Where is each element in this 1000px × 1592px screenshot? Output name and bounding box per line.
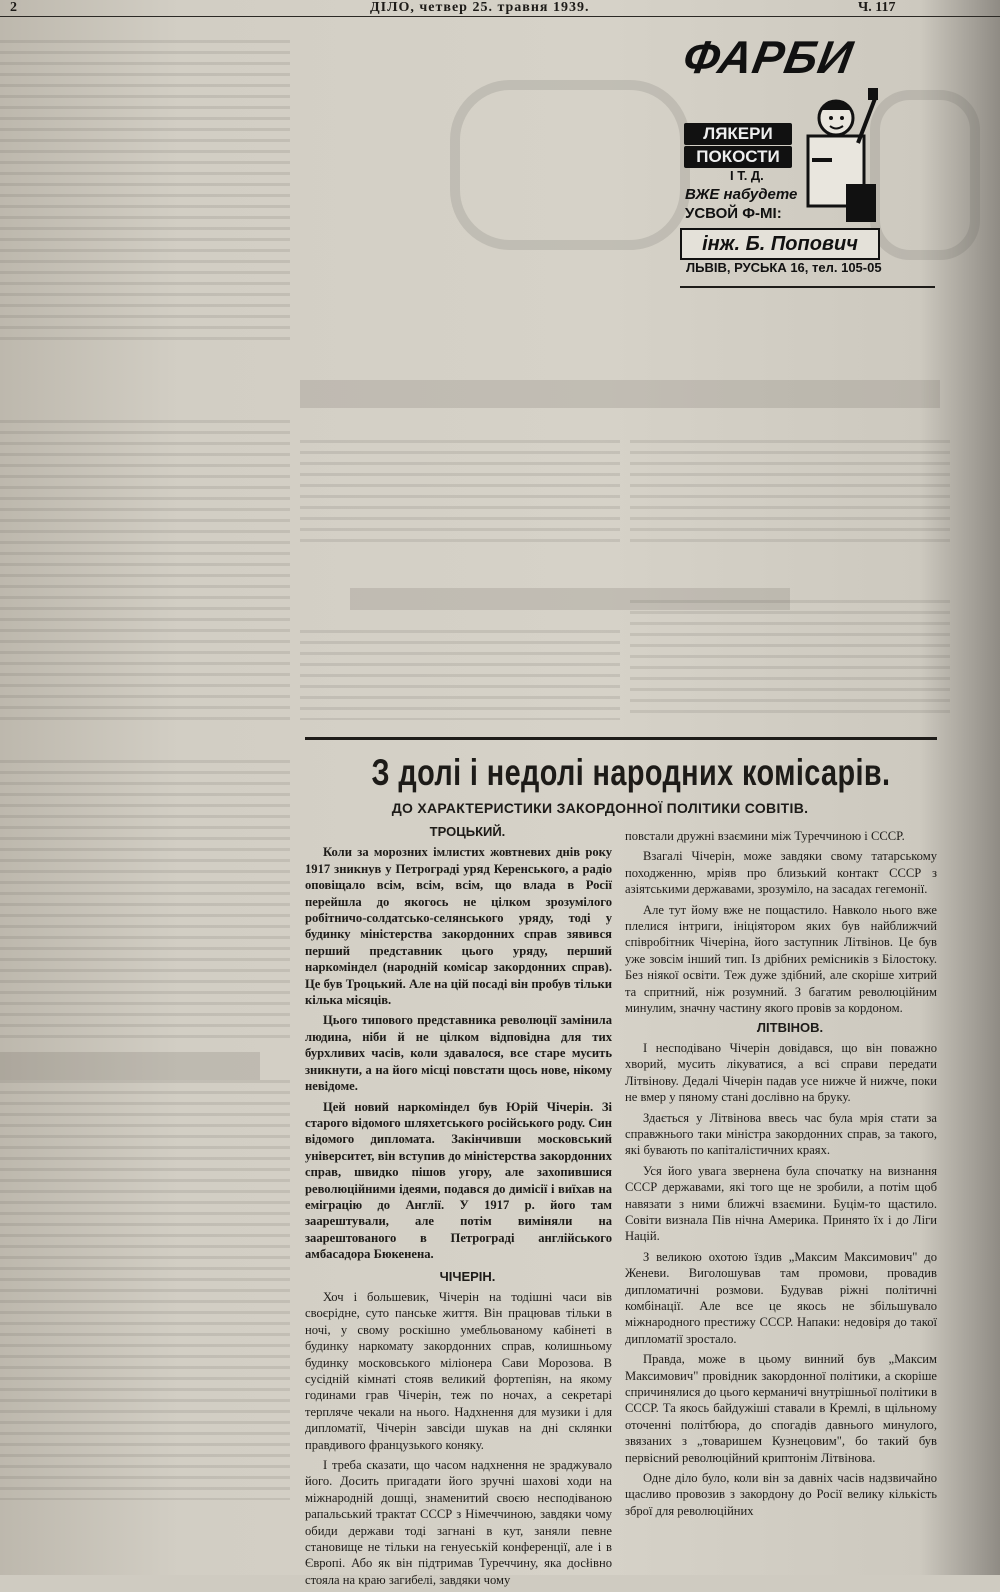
bleed-through-texture [0,420,290,720]
bleed-through-texture [300,440,620,550]
paragraph: Хоч і большевик, Чічерін на тодішні часи вів своєрідне, суто панське життя. Він працював тільки в ночі, у свому роскішно умебльованому кабінеті в будинку наркомату закордонних справ, колишньому будинку московського міліонера Сави Морозова. В сусідній кімнаті стояв великий фортепіян, на якому годинами грав Чічерін, теж по ночах, а секретарі терпляче чекали на нього. Надхнення для музики і для дипломатії, Чічерін завсіди шукав на дні склянки правдивого французького коняку. [305,1289,612,1452]
paragraph: Здається у Літвінова ввесь час була мрія стати за справжнього таки міністра закордонних справ, за такого, які бувають по капіталістичних краях. [625,1110,937,1158]
bleed-through-masthead [870,90,980,260]
page-number: 2 [10,0,17,15]
bleed-through-texture [0,1080,290,1500]
ad-title: ФАРБИ [679,31,858,83]
ad-rule [680,286,935,288]
bleed-through-texture [630,600,950,720]
ad-line-available: ВЖЕ набудете [685,186,798,203]
bleed-through-texture [630,440,950,550]
ad-company-name: інж. Б. Попович [680,228,880,260]
paragraph: Уся його увага звернена була спочатку на визнання СССР державами, які того ще не зробили, а потім щоб навязати з ними ближчі взаємини. Буцім-то щастило. Совіти визнала Пів нічна Америка. Принято їх і до Ліги Націй. [625,1163,937,1244]
ad-address: ЛЬВІВ, РУСЬКА 16, тел. 105-05 [686,260,882,275]
issue-number: Ч. 117 [858,0,896,15]
bleed-through-heading [300,380,940,408]
ad-line-firm: УСВОЙ Ф-МІ: [685,205,782,222]
bleed-through-heading [350,588,790,610]
paragraph: Правда, може в цьому винний був „Максим Максимович" провідник закордонної політики, а скоріше спричинялися до цього керманичі внутрішньої політики в СССР. Та якось байдужіші ставали в Кремлі, в щільному оточенні політбюра, до спогадів давнього минулого, звязаних з „товаришем Кузнецовим", бо такий був первісний революційний криптонім Літвінова. [625,1352,937,1465]
bleed-through-texture [0,40,290,340]
paragraph: І треба сказати, що часом надхнення не зраджувало його. Досить пригадати його зручні шахові ходи на міжнародній дошці, знаменитий своєю несподіваною рапальський трактат СССР з Німеччиною, завдяки чому обиди держави тоді загнані в кут, заняли певне становище не тільки на генуеській конференції, але і в Європі. Або як він підтримав Туреччину, яка досłівно стояла на краю загибелі, завдяки чому [305,1458,612,1587]
paragraph: Цей новий наркоміндел був Юрій Чічерін. Зі старого відомого шляхетського російського роду. Син відомого дипломата. Закінчивши московський університет, він вступив до міністерства закордонних справ, швидко пішов угору, але захопившися революційними ідеями, подався до димісії і виїхав на еміграцію до Англії. У 1917 р. його там заарештували, але потім виміняли на заарештованого в Петрограді англійського амбасадора Бюкенена. [305,1099,612,1262]
bleed-through-texture [0,760,290,1040]
paragraph: Одне діло було, коли він за давніх часів надзвичайно щасливо провозив з закордону до Росії велику кількість зброї для революційних [625,1471,937,1518]
paragraph: Коли за морозних імлистих жовтневих днів року 1917 зникнув у Петрограді уряд Керенського, а радіо оповіщало всім, всім, всім, що влада в Росії перейшла до якогось не цілком зрозумілого робітничо-солдатсько-селянського уряду, тоді у будинку міністерства закордонних справ зявився перший представник цього уряду, перший наркоміндел (народній комісар закордонних справ). Це був Троцький. Але на цій посаді він пробув тільки кілька місяців. [305,845,612,1008]
paragraph: Але тут йому вже не пощастило. Навколо нього вже плелися інтриги, ініціятором яких був найближчий співробітник Чічеріна, його заступник Літвінов. Це був уже зовсім інший тип. Із дрібних ремісників з Білостоку. Без ніякої освіти. Теж дуже здібний, але скоріше хитрий та спритний, ніж розумний. З багатим революційним минулим, значну частину якого провів за кордоном. [625,902,937,1016]
bleed-through-heading [0,1052,260,1080]
paragraph: Взагалі Чічерін, може завдяки свому татарському походженню, мріяв про близький контакт СССР з азіятськими державами, зрозуміло, на засадах гегемонії. [625,849,937,897]
masthead-date: ДІЛО, четвер 25. травня 1939. [370,0,590,15]
article-subhead: ДО ХАРАКТЕРИСТИКИ ЗАКОРДОННОЇ ПОЛІТИКИ СОВІТІВ. [391,800,809,816]
section-heading-trotsky: ТРОЦЬКИЙ. [429,824,506,839]
page-header [0,0,1000,20]
paragraph: Цього типового представника революції замінила людина, ніби й не цілком відповідна для тих бурхливих часів, коли здавалося, все старе мусить зникнути, а на його місці повстати щось нове, нікому невідоме. [305,1013,612,1094]
article-headline: З долі і недолі народних комісарів. [371,752,891,793]
paint-advertisement [679,28,882,275]
ad-line-lacquers: ЛЯКЕРИ [684,123,792,145]
bleed-through-masthead [450,80,690,250]
article-top-rule [305,737,937,740]
bleed-through-texture [300,630,620,720]
painter-illustration-icon [798,88,880,228]
ad-line-etc: І Т. Д. [730,168,764,183]
ad-line-varnish: ПОКОСТИ [684,146,792,168]
section-heading-chicherin: ЧІЧЕРІН. [439,1268,496,1284]
article-column-2 [625,828,937,1523]
article-column-1 [305,824,612,1592]
paragraph: І несподівано Чічерін довідався, що він поважно хворий, мусить лікуватися, а всі справи передати Літвінову. Дедалі Чічерін падав усе нижче й нижче, поки не вмер у пяному стані дослівно на бруку. [625,1040,937,1105]
header-rule [0,16,1000,17]
paragraph: З великою охотою їздив „Максим Максимович" до Женеви. Виголошував там промови, провадив дипломатичні розмови. Будував ріжні політичні комбінації. Але все це якось не збільшувало міжнародного престижу СССР. Напаки: недовіря до такої дипломатії зростало. [625,1249,937,1346]
paragraph: повстали дружні взаємини між Туреччиною і СССР. [625,829,905,843]
section-heading-litvinov: ЛІТВІНОВ. [756,1020,824,1036]
